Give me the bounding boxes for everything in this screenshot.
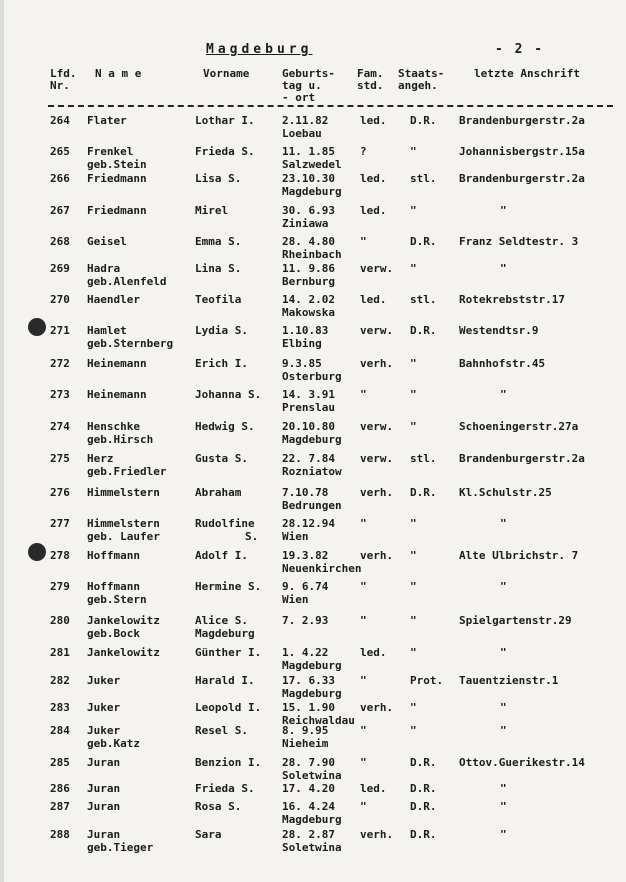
surname: Hoffmann	[87, 549, 140, 562]
table-row	[0, 646, 626, 676]
surname: Heinemann	[87, 357, 147, 370]
birth-place: Ziniawa	[282, 217, 329, 230]
birth-date: 28.12.94	[282, 517, 335, 530]
birth-date: 7.10.78	[282, 486, 329, 499]
last-address: Kl.Schulstr.25	[459, 486, 552, 499]
family-status: "	[360, 800, 367, 813]
family-status: led.	[360, 114, 387, 127]
birth-place: Bedrungen	[282, 499, 342, 512]
first-name: Rudolfine	[195, 517, 255, 530]
row-number: 285	[50, 756, 70, 769]
citizenship: stl.	[410, 452, 437, 465]
row-number: 277	[50, 517, 70, 530]
last-address: "	[500, 262, 507, 275]
birth-place: Nieheim	[282, 737, 329, 750]
family-status: "	[360, 580, 367, 593]
row-number: 287	[50, 800, 70, 813]
surname: Juran	[87, 800, 121, 813]
citizenship: D.R.	[410, 756, 437, 769]
last-address: Franz Seldtestr. 3	[459, 235, 579, 248]
family-status: "	[360, 724, 367, 737]
surname: Juran	[87, 782, 121, 795]
birth-date: 1.10.83	[282, 324, 329, 337]
header-staatsangeh: Staats- angeh.	[398, 67, 445, 92]
first-name-cont: Magdeburg	[195, 627, 255, 640]
family-status: led.	[360, 204, 387, 217]
birth-name: geb.Sternberg	[87, 337, 174, 350]
birth-date: 14. 2.02	[282, 293, 335, 306]
citizenship: "	[410, 549, 417, 562]
birth-name: geb.Hirsch	[87, 433, 154, 446]
table-row	[0, 580, 626, 610]
birth-place: Wien	[282, 530, 309, 543]
citizenship: "	[410, 262, 417, 275]
surname: Jankelowitz	[87, 614, 160, 627]
first-name: Benzion I.	[195, 756, 262, 769]
row-number: 276	[50, 486, 70, 499]
surname: Juker	[87, 724, 121, 737]
header-geburtstag: Geburts- tag u. - ort	[282, 67, 335, 104]
first-name: Gusta S.	[195, 452, 248, 465]
last-address: Brandenburgerstr.2a	[459, 172, 585, 185]
citizenship: "	[410, 357, 417, 370]
citizenship: D.R.	[410, 324, 437, 337]
first-name: Rosa S.	[195, 800, 242, 813]
citizenship: stl.	[410, 293, 437, 306]
birth-place: Wien	[282, 593, 309, 606]
header-lfd-nr: Lfd. Nr.	[50, 67, 77, 92]
birth-place: Elbing	[282, 337, 322, 350]
last-address: Ottov.Guerikestr.14	[459, 756, 585, 769]
family-status: "	[360, 756, 367, 769]
first-name: Günther I.	[195, 646, 262, 659]
table-row	[0, 204, 626, 234]
surname: Juker	[87, 674, 121, 687]
birth-place: Osterburg	[282, 370, 342, 383]
table-row	[0, 828, 626, 858]
row-number: 283	[50, 701, 70, 714]
family-status: "	[360, 235, 367, 248]
marker-dot-icon	[28, 543, 46, 561]
table-row	[0, 235, 626, 265]
first-name: Erich I.	[195, 357, 248, 370]
document-title: Magdeburg	[206, 42, 313, 57]
citizenship: D.R.	[410, 114, 437, 127]
birth-date: 1. 4.22	[282, 646, 329, 659]
surname: Haendler	[87, 293, 140, 306]
birth-place: Rheinbach	[282, 248, 342, 261]
header-rule	[48, 105, 613, 107]
marker-dot-icon	[28, 318, 46, 336]
table-row	[0, 324, 626, 354]
table-row	[0, 549, 626, 579]
family-status: verh.	[360, 701, 394, 714]
table-row	[0, 357, 626, 387]
first-name: Emma S.	[195, 235, 242, 248]
citizenship: stl.	[410, 172, 437, 185]
row-number: 265	[50, 145, 70, 158]
first-name: Hedwig S.	[195, 420, 255, 433]
surname: Friedmann	[87, 172, 147, 185]
surname: Heinemann	[87, 388, 147, 401]
birth-name: geb.Stern	[87, 593, 147, 606]
first-name: Lisa S.	[195, 172, 242, 185]
family-status: verh.	[360, 828, 394, 841]
first-name: Adolf I.	[195, 549, 248, 562]
birth-date: 7. 2.93	[282, 614, 329, 627]
family-status: "	[360, 388, 367, 401]
row-number: 264	[50, 114, 70, 127]
citizenship: "	[410, 701, 417, 714]
table-row	[0, 293, 626, 323]
table-row	[0, 262, 626, 292]
birth-place: Magdeburg	[282, 813, 342, 826]
first-name: Alice S.	[195, 614, 248, 627]
citizenship: Prot.	[410, 674, 444, 687]
birth-date: 28. 7.90	[282, 756, 335, 769]
birth-date: 20.10.80	[282, 420, 335, 433]
page-number: - 2 -	[495, 42, 545, 57]
row-number: 280	[50, 614, 70, 627]
first-name-cont: S.	[245, 530, 259, 543]
surname: Flater	[87, 114, 127, 127]
surname: Juran	[87, 828, 121, 841]
birth-place: Magdeburg	[282, 433, 342, 446]
first-name: Abraham	[195, 486, 242, 499]
surname: Hadra	[87, 262, 121, 275]
surname: Henschke	[87, 420, 140, 433]
last-address: Bahnhofstr.45	[459, 357, 546, 370]
birth-date: 16. 4.24	[282, 800, 335, 813]
last-address: Rotekrebststr.17	[459, 293, 565, 306]
citizenship: "	[410, 646, 417, 659]
last-address: Spielgartenstr.29	[459, 614, 572, 627]
citizenship: "	[410, 204, 417, 217]
birth-date: 22. 7.84	[282, 452, 335, 465]
row-number: 275	[50, 452, 70, 465]
last-address: "	[500, 800, 507, 813]
header-name: N a m e	[95, 67, 142, 80]
birth-place: Prenslau	[282, 401, 335, 414]
birth-place: Makowska	[282, 306, 335, 319]
row-number: 274	[50, 420, 70, 433]
last-address: Westendtsr.9	[459, 324, 539, 337]
last-address: "	[500, 701, 507, 714]
birth-place: Magdeburg	[282, 659, 342, 672]
citizenship: "	[410, 614, 417, 627]
row-number: 267	[50, 204, 70, 217]
first-name: Leopold I.	[195, 701, 262, 714]
birth-name: geb.Stein	[87, 158, 147, 171]
header-vorname: Vorname	[203, 67, 250, 80]
first-name: Teofila	[195, 293, 242, 306]
last-address: Alte Ulbrichstr. 7	[459, 549, 579, 562]
last-address: "	[500, 388, 507, 401]
first-name: Frieda S.	[195, 145, 255, 158]
birth-place: Magdeburg	[282, 687, 342, 700]
birth-place: Bernburg	[282, 275, 335, 288]
birth-date: 8. 9.95	[282, 724, 329, 737]
last-address: Brandenburgerstr.2a	[459, 452, 585, 465]
family-status: "	[360, 517, 367, 530]
surname: Herz	[87, 452, 114, 465]
birth-place: Rozniatow	[282, 465, 342, 478]
last-address: "	[500, 724, 507, 737]
citizenship: "	[410, 517, 417, 530]
family-status: verh.	[360, 549, 394, 562]
table-row	[0, 172, 626, 202]
birth-date: 11. 1.85	[282, 145, 335, 158]
table-row	[0, 452, 626, 482]
last-address: "	[500, 517, 507, 530]
birth-date: 9.3.85	[282, 357, 322, 370]
surname: Frenkel	[87, 145, 134, 158]
header-fam-std: Fam. std.	[357, 67, 384, 92]
citizenship: "	[410, 388, 417, 401]
birth-date: 11. 9.86	[282, 262, 335, 275]
citizenship: D.R.	[410, 800, 437, 813]
first-name: Hermine S.	[195, 580, 262, 593]
citizenship: "	[410, 580, 417, 593]
row-number: 269	[50, 262, 70, 275]
row-number: 271	[50, 324, 70, 337]
surname: Juker	[87, 701, 121, 714]
birth-date: 28. 4.80	[282, 235, 335, 248]
first-name: Lydia S.	[195, 324, 248, 337]
birth-place: Reichwaldau	[282, 714, 355, 727]
surname: Friedmann	[87, 204, 147, 217]
header-letzte-anschrift: letzte Anschrift	[474, 67, 580, 80]
row-number: 284	[50, 724, 70, 737]
row-number: 268	[50, 235, 70, 248]
birth-place: Soletwina	[282, 769, 342, 782]
table-row	[0, 517, 626, 547]
birth-name: geb.Friedler	[87, 465, 167, 478]
birth-name: geb. Laufer	[87, 530, 160, 543]
table-row	[0, 388, 626, 418]
citizenship: D.R.	[410, 235, 437, 248]
table-row	[0, 614, 626, 644]
last-address: "	[500, 580, 507, 593]
first-name: Sara	[195, 828, 222, 841]
row-number: 272	[50, 357, 70, 370]
birth-date: 2.11.82	[282, 114, 329, 127]
family-status: "	[360, 614, 367, 627]
last-address: Brandenburgerstr.2a	[459, 114, 585, 127]
birth-place: Salzwedel	[282, 158, 342, 171]
first-name: Harald I.	[195, 674, 255, 687]
surname: Juran	[87, 756, 121, 769]
family-status: led.	[360, 782, 387, 795]
birth-date: 9. 6.74	[282, 580, 329, 593]
surname: Jankelowitz	[87, 646, 160, 659]
table-row	[0, 800, 626, 830]
row-number: 279	[50, 580, 70, 593]
row-number: 288	[50, 828, 70, 841]
last-address: Schoeningerstr.27a	[459, 420, 579, 433]
row-number: 270	[50, 293, 70, 306]
family-status: led.	[360, 293, 387, 306]
birth-date: 17. 4.20	[282, 782, 335, 795]
surname: Himmelstern	[87, 486, 160, 499]
last-address: "	[500, 828, 507, 841]
birth-name: geb.Katz	[87, 737, 140, 750]
family-status: verw.	[360, 262, 394, 275]
first-name: Resel S.	[195, 724, 248, 737]
table-row	[0, 420, 626, 450]
table-row	[0, 674, 626, 704]
birth-date: 15. 1.90	[282, 701, 335, 714]
birth-date: 28. 2.87	[282, 828, 335, 841]
family-status: verw.	[360, 420, 394, 433]
row-number: 266	[50, 172, 70, 185]
table-row	[0, 486, 626, 516]
last-address: "	[500, 204, 507, 217]
birth-place: Soletwina	[282, 841, 342, 854]
table-row	[0, 114, 626, 144]
citizenship: "	[410, 145, 417, 158]
last-address: Tauentzienstr.1	[459, 674, 559, 687]
row-number: 286	[50, 782, 70, 795]
first-name: Johanna S.	[195, 388, 262, 401]
birth-date: 30. 6.93	[282, 204, 335, 217]
birth-place: Magdeburg	[282, 185, 342, 198]
birth-date: 14. 3.91	[282, 388, 335, 401]
first-name: Mirel	[195, 204, 229, 217]
birth-name: geb.Bock	[87, 627, 140, 640]
row-number: 281	[50, 646, 70, 659]
family-status: verh.	[360, 357, 394, 370]
first-name: Lina S.	[195, 262, 242, 275]
birth-date: 23.10.30	[282, 172, 335, 185]
first-name: Lothar I.	[195, 114, 255, 127]
surname: Hoffmann	[87, 580, 140, 593]
family-status: led.	[360, 172, 387, 185]
birth-place: Neuenkirchen	[282, 562, 362, 575]
family-status: "	[360, 674, 367, 687]
birth-place: Loebau	[282, 127, 322, 140]
family-status: verh.	[360, 486, 394, 499]
family-status: verw.	[360, 452, 394, 465]
citizenship: D.R.	[410, 486, 437, 499]
last-address: Johannisbergstr.15a	[459, 145, 585, 158]
first-name: Frieda S.	[195, 782, 255, 795]
table-row	[0, 145, 626, 175]
table-row	[0, 724, 626, 754]
family-status: ?	[360, 145, 367, 158]
citizenship: "	[410, 724, 417, 737]
birth-name: geb.Tieger	[87, 841, 154, 854]
last-address: "	[500, 646, 507, 659]
citizenship: D.R.	[410, 828, 437, 841]
birth-date: 19.3.82	[282, 549, 329, 562]
birth-name: geb.Alenfeld	[87, 275, 167, 288]
surname: Geisel	[87, 235, 127, 248]
citizenship: D.R.	[410, 782, 437, 795]
row-number: 278	[50, 549, 70, 562]
surname: Himmelstern	[87, 517, 160, 530]
last-address: "	[500, 782, 507, 795]
family-status: led.	[360, 646, 387, 659]
birth-date: 17. 6.33	[282, 674, 335, 687]
family-status: verw.	[360, 324, 394, 337]
citizenship: "	[410, 420, 417, 433]
row-number: 282	[50, 674, 70, 687]
row-number: 273	[50, 388, 70, 401]
surname: Hamlet	[87, 324, 127, 337]
